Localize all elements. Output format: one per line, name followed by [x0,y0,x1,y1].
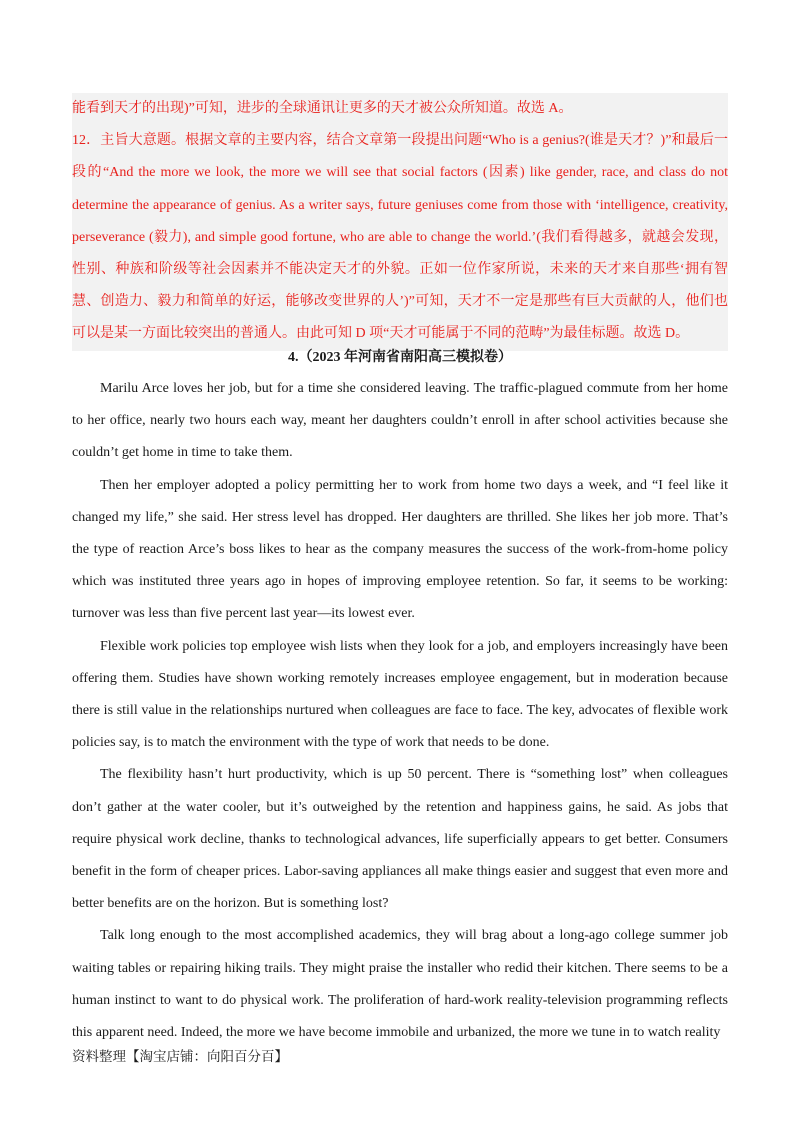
passage-paragraph-5: Talk long enough to the most accomplished academics, they will brag about a long-ago college summer job waiting tables or repairing hiking trails. They might praise the installer who redid their kitchen. There seems to be a human instinct to want to do physical work. The proliferation of hard-work reality-television programming reflects this apparent need. Indeed, the more we have become immobile and urbanized, the more we tune in to watch reality [72,928,728,1041]
passage-paragraph-1: Marilu Arce loves her job, but for a time she considered leaving. The traffic-plagued commute from her home to her office, nearly two hours each way, meant her daughters couldn’t enroll in after school activities because she couldn’t get home in time to take them. [72,381,728,461]
answer-explanation-block [72,93,728,351]
passage-paragraph-3: Flexible work policies top employee wish lists when they look for a job, and employers increasingly have been offering them. Studies have shown working remotely increases employee engagement, but in moderation because there is still value in the relationships nurtured when colleagues are face to face. The key, advocates of flexible work policies say, is to match the environment with the type of work that needs to be done. [72,638,728,751]
reading-passage [72,373,728,1049]
page-footer: 资料整理【淘宝店铺：向阳百分百】 [72,1049,288,1065]
question-heading: 4.（2023 年河南省南阳高三模拟卷） [288,350,512,365]
passage-paragraph-4: The flexibility hasn’t hurt productivity, which is up 50 percent. There is “something lost” when colleagues don’t gather at the water cooler, but it’s outweighed by the retention and happiness gains, he said. As jobs that require physical work decline, thanks to technological advances, life superficially appears to get better. Consumers benefit in the form of cheaper prices. Labor-saving appliances all make things easier and suggest that even more and better benefits are on the horizon. But is something lost? [72,767,728,912]
passage-paragraph-2: Then her employer adopted a policy permitting her to work from home two days a week, and “I feel like it changed my life,” she said. Her stress level has dropped. Her daughters are thrilled. She likes her job more. That’s the type of reaction Arce’s boss likes to hear as the company measures the success of the work-from-home policy which was instituted three years ago in hopes of improving employee retention. So far, it seems to be working: turnover was less than five percent last year—its lowest ever. [72,477,728,622]
answer-explanation-p2: 12．主旨大意题。根据文章的主要内容，结合文章第一段提出问题“Who is a genius?(谁是天才？)”和最后一段的“And the more we look, the more we will see that social factors (因素) like gender, race, and class do not determine the appearance of genius. As a writer says, future geniuses come from those with ‘intelligence, creativity, perseverance (毅力), and simple good fortune, who are able to change the world.’(我们看得越多，就越会发现，性别、种族和阶级等社会因素并不能决定天才的外貌。正如一位作家所说，未来的天才来自那些‘拥有智慧、创造力、毅力和简单的好运，能够改变世界的人’)”可知，天才不一定是那些有巨大贡献的人，他们也可以是某一方面比较突出的普通人。由此可知 D 项“天才可能属于不同的范畴”为最佳标题。故选 D。 [72,133,728,342]
answer-explanation-p1: 能看到天才的出现)”可知，进步的全球通讯让更多的天才被公众所知道。故选 A。 [72,101,573,116]
